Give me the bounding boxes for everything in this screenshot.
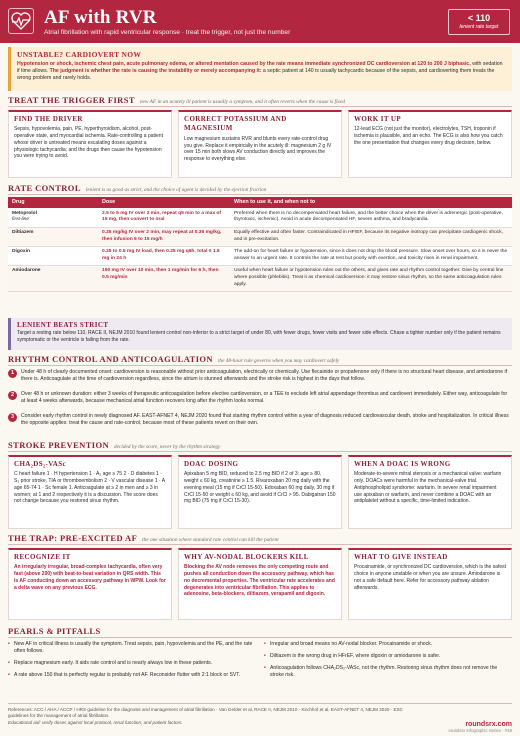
card-title: WORK IT UP [354,115,402,123]
column-header: Drug [8,197,98,208]
card-title: FIND THE DRIVER [14,115,83,123]
divider [8,365,512,366]
card-text: An irregularly irregular, broad-complex tachycardia, often very fast (above 200) with beat-to-beat variation in QRS width. This is AF conducting down an accessory pathway in WPW. Look for a delta wave on any previous ECG. [14,564,166,591]
pitfall-item: • Irregular and broad means no AV-nodal blocker. Procainamide or shock. [264,641,512,648]
target-value: < 110 [467,13,491,23]
divider [8,106,512,107]
pitfall-item: • Anticoagulation follows CHA₂DS₂-VASc, not the rhythm. Restoring sinus rhythm does not remove the stroke risk. [264,665,512,679]
card-title: WHY AV-NODAL BLOCKERS KILL [184,553,309,561]
header-banner [0,0,520,43]
unstable-alert [8,47,512,91]
when-cell: Preferred when there is no decompensated heart failure, and the better choice when the driver is adrenergic (post-operative, thyrotoxic, ischemic). Avoid in acute decompensated HF, severe asthma, and bradycardia. [230,208,512,227]
table-row [8,227,512,246]
when-cell: Equally effective and often faster. Contraindicated in HFrEF, because its negative inotropy can precipitate cardiogenic shock, and in pre-excitation. [230,227,512,246]
pitfall-item: • New AF in critical illness is usually the symptom. Treat sepsis, pain, hypovolemia and the PE, and the rate often follows. [8,641,256,655]
divider [8,637,512,638]
card-doac-dosing [178,455,342,529]
step-item: 2 Over 48 h or unknown duration: either 3 weeks of therapeutic anticoagulation before elective cardioversion, or a TEE to exclude left atrial appendage thrombus and cardiovert immediately. Either way, anticoagulate for at least 4 weeks afterwards, because mechanical atrial function recovers long after the rhythm looks normal. [8,391,512,405]
step-item: 3 Consider early rhythm control in newly diagnosed AF. EAST-AFNET 4, NEJM 2020 found that starting rhythm control within a year of diagnosis reduced cardiovascular death, stroke and hospitalization. In critical illness the opposite applies: treat the cause and rate-control, because most of these patients revert on their own. [8,413,512,427]
alert-title: UNSTABLE? CARDIOVERT NOW [17,50,142,59]
section-heading-trigger: TREAT THE TRIGGER FIRST new AF in an acutely ill patient is usually a symptom, and it often reverts when the cause is fixed [8,95,345,105]
card-text: Blocking the AV node removes the only competing route and pushes all conduction down the accessory pathway, which has no decremental properties. The ventricular rate accelerates and degenerates into ventricular fibrillation. This applies to adenosine, beta-blockers, diltiazem, verapamil and digoxin. [184,564,335,598]
card-title: CHA₂DS₂-VASc [14,460,67,468]
card-text: C heart failure 1 · H hypertension 1 · A₂ age ≥ 75 2 · D diabetes 1 · S₂ prior stroke, TIA or thromboembolism 2 · V vascular disease 1 · A age 65-74 1 · Sc female 1. Anticoagulate at ≥ 2 in men and ≥ 3 in women; at 1 and 2 respectively it is a discussion. The score does not change because you restored sinus rhythm. [14,471,165,505]
card-recognize-it [8,548,172,620]
card-title: RECOGNIZE IT [14,553,71,561]
alert-text: Hypotension or shock, ischemic chest pain, acute pulmonary edema, or altered mentation caused by the rate means immediate synchronized DC cardioversion at 120 to 200 J biphasic, with sedation if time allows. The judgment is whether the rate is causing the instability or merely accompanying it: a septic patient at 140 is usually tachycardic because of the sepsis, and cardioverting them treats the wrong problem and rarely holds. [17,61,503,82]
dose-cell: 2.5 to 5 mg IV over 2 min, repeat q5 min to a max of 15 mg, then convert to oral [98,208,230,227]
page-title: AF with RVR [44,7,157,28]
divider [8,451,512,452]
dose-cell: 150 mg IV over 10 min, then 1 mg/min for 6 h, then 0.5 mg/min [98,265,230,291]
note-text: Target a resting rate below 110. RACE II, NEJM 2010 found lenient control non-inferior to a strict target of under 80, with fewer drugs, fewer visits and fewer side effects. Chase a tighter number only if the patient remains symptomatic or the ventricle is failing from the rate. [17,330,501,344]
when-cell: The add-on for heart failure or hypotension, since it does not drop the blood pressure. Slow onset over hours, so it is never the answer to an urgent rate. It controls the rate at rest but poorly with exertion, and toxicity rises in renal impairment. [230,246,512,265]
card-av-nodal-blockers [178,548,342,620]
site-link[interactable]: roundsrx.com [465,721,512,728]
references: References: ACC / AHA / ACCP / HRS guideline for the diagnosis and management of atrial fibrillation · Van Gelder et al, RACE II, NEJM 2010 · Kirchhof et al, EAST-AFNET 4, NEJM 2020 · ESC guidelines for the management of atrial fibrillation. [8,707,403,719]
section-heading-pitfalls: PEARLS & PITFALLS [8,626,101,636]
target-label: lenient rate target [459,24,499,31]
card-title: DOAC DOSING [184,460,239,468]
card-text: Procainamide, or synchronized DC cardioversion, which is the safest choice in anyone unstable or when you are unsure. Amiodarone is not a safe default here. Refer for accessory pathway ablation afterwards. [354,564,507,591]
drug-cell: Metoprolol first-line [8,208,98,227]
disclaimer: Educational aid: verify doses against local protocol, renal function, and patient factors. [8,720,183,726]
table-row [8,208,512,227]
rhythm-steps [8,369,512,435]
table-header-row [8,197,512,208]
section-heading-stroke: STROKE PREVENTION decided by the score, never by the rhythm strategy [8,440,221,450]
drug-cell: Amiodarone [8,265,98,291]
pitfall-item: • Replace magnesium early. It aids rate control and is nearly always low in these patients. [8,660,256,667]
card-text: Sepsis, hypovolemia, pain, PE, hyperthyroidism, alcohol, post-operative state, and myocardial ischemia. Rate-controlling a patient whose driver is untreated means escalating doses against a physiologic tachycardia; and the drugs then cause the hypotension you were trying to avoid. [14,126,163,160]
table-row [8,246,512,265]
page-subtitle: Atrial fibrillation with rapid ventricular response · treat the trigger, not just the number [44,29,291,36]
card-text: Low magnesium sustains RVR and blunts every rate-control drug you give. Replace it empirically in the acutely ill: magnesium 2 g IV over 15 min both slows AV conduction directly and improves the response to everything else. [184,135,332,163]
rate-target-badge [448,9,510,35]
drug-cell: Digoxin [8,246,98,265]
dose-cell: 0.25 to 0.5 mg IV load, then 0.25 mg q6h, total ≤ 1.5 mg in 24 h [98,246,230,265]
divider [8,544,512,545]
dose-cell: 0.25 mg/kg IV over 2 min, may repeat at 0.35 mg/kg, then infusion 5 to 15 mg/h [98,227,230,246]
section-heading-rate: RATE CONTROL lenient is as good as strict, and the choice of agent is decided by the ejection fraction [8,183,267,193]
card-cha2ds2-vasc [8,455,172,529]
table-row [8,265,512,291]
lenient-note [8,318,512,350]
step-item: 1 Under 48 h of clearly documented onset: cardioversion is reasonable without prior anticoagulation, electrically or chemically. Use flecainide or propafenone only if there is no structural heart disease, and amiodarone if there is. Anticoagulate at the time of cardioversion regardless, since the atrium is stunned afterwards and the stroke risk is highest in the days that follow. [8,369,512,383]
card-text: Apixaban 5 mg BID, reduced to 2.5 mg BID if 2 of 3: age ≥ 80, weight ≤ 60 kg, creatinine ≥ 1.5. Rivaroxaban 20 mg daily with the evening meal (15 mg if CrCl 15-50). Edoxaban 60 mg daily, 30 mg if CrCl 15-50 or weight ≤ 60 kg, and avoid if CrCl > 95. Dabigatran 150 mg BID (75 mg if CrCl 15-30). [184,471,336,505]
section-heading-rhythm: RHYTHM CONTROL AND ANTICOAGULATION the 48-hour rule governs when you may cardiovert safely [8,354,340,364]
card-work-it-up [348,110,512,178]
drug-cell: Diltiazem [8,227,98,246]
series-label: roundsrx Infographic Series · #48 [448,728,512,733]
column-header: Dose [98,197,230,208]
card-what-to-give [348,548,512,620]
card-title: WHAT TO GIVE INSTEAD [354,553,448,561]
heart-ecg-icon [8,8,34,34]
rate-control-table [8,197,512,292]
card-find-driver [8,110,172,178]
pitfall-item: • Diltiazem is the wrong drug in HFrEF, where digoxin or amiodarone is safer. [264,653,512,660]
card-text: Moderate-to-severe mitral stenosis or a mechanical valve: warfarin only. DOACs were harmful in the mechanical-valve trial. Antiphospholipid syndrome: warfarin. In severe renal impairment use apixaban or warfarin, and never combine a DOAC with an antiplatelet without a specific, time-limited indication. [354,471,502,505]
footer [8,703,512,733]
card-text: 12-lead ECG (not just the monitor), electrolytes, TSH, troponin if ischemia is plausible, and an echo. The ECG is also how you catch the one presentation that changes every drug decision, below. [354,126,503,146]
card-potassium-magnesium [178,110,342,178]
card-doac-wrong [348,455,512,529]
card-title: CORRECT POTASSIUM AND MAGNESIUM [184,115,287,133]
when-cell: Useful when heart failure or hypotension rules out the others, and gives rate and rhythm control together. Give by central line where possible (phlebitis). Treat it as chemical cardioversion: it may restore sinus rhythm, so the same anticoagulation rules apply. [230,265,512,291]
divider [8,194,512,195]
card-title: WHEN A DOAC IS WRONG [354,460,451,468]
pitfall-item: • A rate above 150 that is perfectly regular is probably not AF. Reconsider flutter with 2:1 block or SVT. [8,672,256,679]
section-heading-trap: THE TRAP: PRE-EXCITED AF the one situation where standard rate control can kill the patient [8,533,279,543]
column-header: When to use it, and when not to [230,197,512,208]
note-title: LENIENT BEATS STRICT [17,321,109,329]
